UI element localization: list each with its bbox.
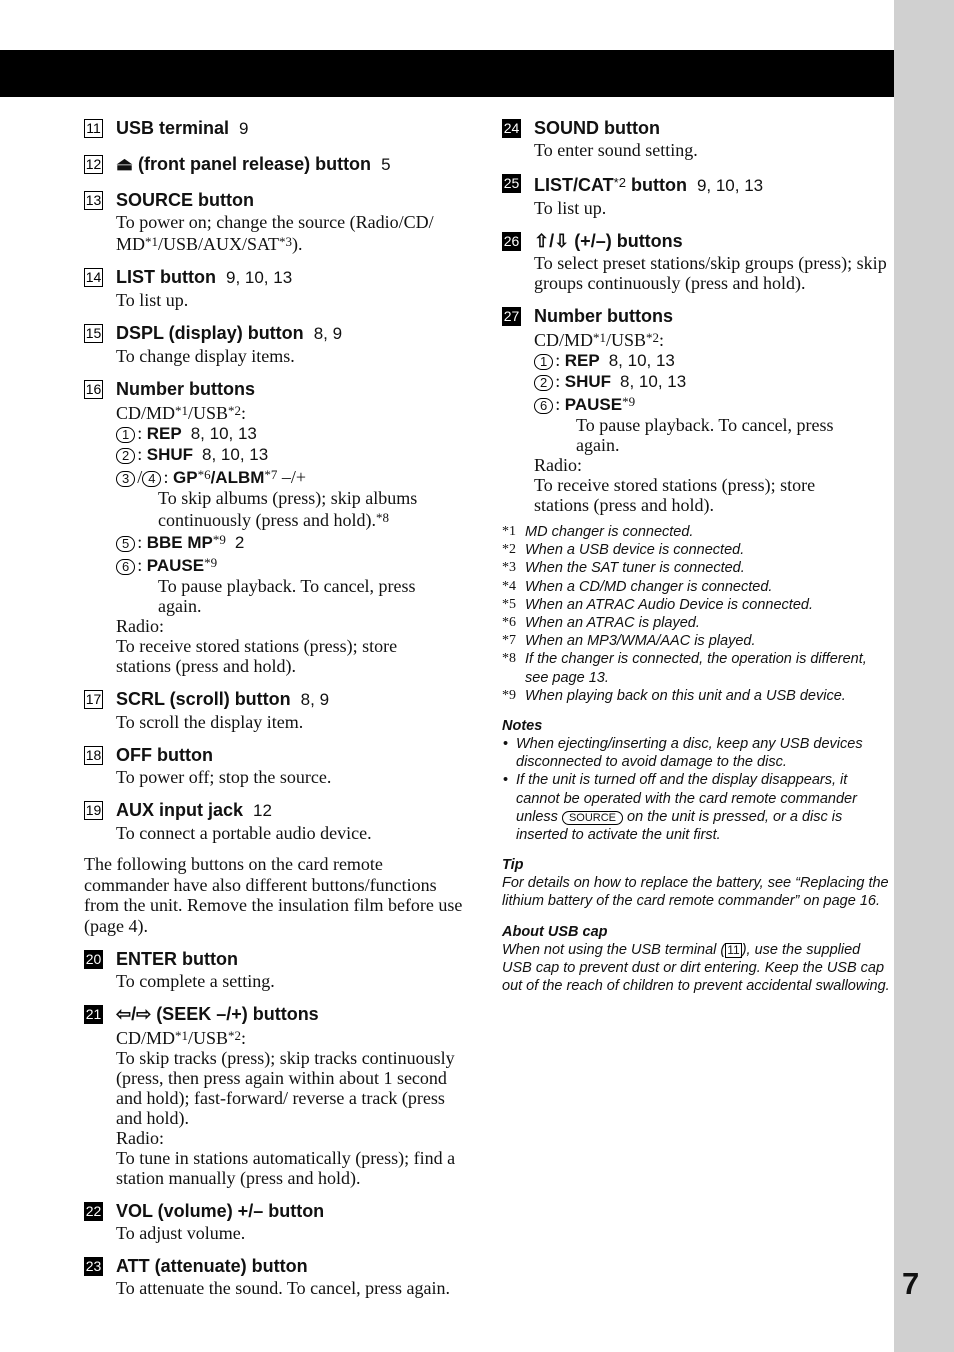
arrow-left-right-icon: ⇦/⇨ — [116, 1004, 152, 1024]
source-key-icon: SOURCE — [562, 811, 623, 825]
footnote-ref: *3 — [279, 234, 293, 249]
footnote-mark: *7 — [502, 633, 516, 649]
page-ref: 8, 10, 13 — [620, 372, 687, 391]
item-title: SOURCE button — [116, 190, 254, 210]
key-5-icon: 5 — [116, 536, 135, 552]
footnote-mark: *4 — [502, 578, 516, 594]
notes-heading: Notes — [502, 718, 543, 735]
item-desc: /USB/AUX/SAT — [158, 234, 280, 254]
item-number: 16 — [85, 381, 102, 397]
page-ref: 8, 9 — [300, 690, 330, 709]
key-6-icon: 6 — [534, 398, 553, 414]
footnote-text: When playing back on this unit and a USB device. — [525, 687, 846, 704]
func-name: BBE MP — [146, 533, 213, 552]
tip-heading: Tip — [502, 857, 524, 874]
footnote-ref: *2 — [613, 175, 626, 190]
item-number: 12 — [85, 156, 102, 172]
key-2-icon: 2 — [534, 375, 553, 391]
footnote — [502, 559, 890, 577]
item-title: VOL (volume) +/– button — [116, 1201, 325, 1221]
footnote-mark: *5 — [502, 596, 516, 612]
item-desc: To power on; change the source (Radio/CD/ — [116, 212, 434, 232]
item-number: 20 — [85, 951, 102, 967]
item-title: Number buttons — [116, 379, 255, 399]
item-front-panel-release — [84, 152, 464, 177]
eject-icon: ⏏ — [116, 154, 134, 174]
note-item: • When ejecting/inserting a disc, keep any USB devices disconnected to avoid damage to the disc. — [502, 735, 890, 771]
item-number: 24 — [503, 120, 520, 136]
item-title: SCRL (scroll) button — [116, 689, 291, 709]
footnote-text: If the changer is connected, the operation is different, see page 13. — [525, 651, 867, 686]
item-desc: To change display items. — [116, 346, 295, 366]
mode-label: : — [659, 330, 665, 350]
item-vol-button — [84, 1199, 464, 1243]
note-text: on the unit is pressed, or a disc is inserted to activate the unit first. — [516, 808, 843, 844]
footnote-text: When a USB device is connected. — [525, 542, 745, 559]
key-3-icon: 3 — [116, 471, 135, 487]
item-sound-button — [502, 116, 890, 160]
footnote-text: When an MP3/WMA/AAC is played. — [525, 633, 756, 650]
item-seek-buttons — [84, 1002, 464, 1188]
usb-cap-text — [502, 941, 890, 996]
func-desc: To receive stored stations (press); store — [116, 636, 398, 656]
footnote — [502, 596, 890, 614]
item-usb-terminal — [84, 116, 464, 141]
key-2-icon: 2 — [116, 448, 135, 464]
item-dspl-button — [84, 321, 464, 366]
item-desc: To enter sound setting. — [534, 140, 698, 160]
footnotes — [502, 523, 890, 705]
item-scrl-button — [84, 687, 464, 732]
mode-label: CD/MD — [116, 403, 176, 423]
page-ref: 12 — [253, 801, 272, 820]
func-desc: again. — [158, 596, 202, 616]
mode-label: CD/MD — [116, 1028, 176, 1048]
footnote-ref: *1 — [593, 330, 607, 345]
footnote-ref: *8 — [375, 510, 389, 525]
intro-paragraph: The following buttons on the card remote commander have also different buttons/functions from the unit. Remove the insulation film before use (page 4). — [84, 854, 463, 936]
mode-label: : — [241, 403, 247, 423]
item-title: LIST/CAT — [534, 175, 614, 195]
func-name: GP — [173, 468, 198, 487]
item-title: button — [630, 175, 687, 195]
item-source-button — [84, 188, 464, 254]
item-title: (SEEK –/+) buttons — [156, 1004, 319, 1024]
func-desc: stations (press and hold). — [116, 656, 296, 676]
footnote-ref: *2 — [228, 1028, 242, 1043]
item-off-button — [84, 743, 464, 787]
item-desc: To list up. — [116, 290, 189, 310]
page-number: 7 — [902, 1266, 920, 1301]
item-number: 17 — [85, 691, 102, 707]
func-desc: To pause playback. To cancel, press — [158, 576, 416, 596]
item-list-button — [84, 265, 464, 310]
mode-label: /USB — [188, 1028, 229, 1048]
item-desc: To attenuate the sound. To cancel, press again. — [116, 1278, 451, 1298]
func-desc: To pause playback. To cancel, press — [576, 415, 834, 435]
page-ref: 9 — [239, 119, 249, 138]
mode-label: /USB — [606, 330, 647, 350]
mode-label: /USB — [188, 403, 229, 423]
item-desc: To list up. — [534, 198, 607, 218]
footnote — [502, 632, 890, 650]
item-desc: To power off; stop the source. — [116, 767, 332, 787]
item-number: 22 — [85, 1203, 102, 1219]
item-title: USB terminal — [116, 118, 230, 138]
footnote-ref: *2 — [646, 330, 660, 345]
item-title: LIST button — [116, 267, 216, 287]
footnote-ref: *1 — [175, 1028, 189, 1043]
footnote — [502, 687, 890, 705]
func-name: PAUSE — [146, 556, 205, 575]
item-number-buttons-remote: 27 Number buttons CD/MD$^{*1}$/USB$^{*2}$: 1 : REP 8, 10, 13 2 : SHUF 8, 10, 13 6 : PAUSE$^{*9}$ To pause playback. To cancel, press again. Radio: To receive stored stations (press); store stations (press and hold). — [502, 304, 890, 515]
key-1-icon: 1 — [116, 427, 135, 443]
footnote-ref: *2 — [228, 403, 242, 418]
item-title: (front panel release) button — [138, 154, 372, 174]
item-desc: To tune in stations automatically (press); find a station manually (press and hold). — [116, 1148, 456, 1188]
key-4-icon: 4 — [142, 471, 161, 487]
page-ref: 8, 10, 13 — [190, 424, 257, 443]
mode-label: : — [241, 1028, 247, 1048]
arrow-up-down-icon: ⇧/⇩ — [534, 231, 570, 251]
item-number: 21 — [85, 1006, 102, 1022]
item-title: SOUND button — [534, 118, 660, 138]
key-6-icon: 6 — [116, 559, 135, 575]
item-enter-button — [84, 947, 464, 991]
footnote-mark: *3 — [502, 560, 516, 576]
footnote — [502, 578, 890, 596]
footnote-text: When an ATRAC is played. — [525, 615, 700, 632]
item-number: 11 — [84, 119, 103, 138]
right-column — [502, 116, 890, 995]
footnote-ref: *1 — [175, 403, 189, 418]
footnote-ref: *9 — [204, 555, 218, 570]
func-name: SHUF — [146, 445, 194, 464]
func-suffix: –/+ — [281, 467, 307, 487]
footnote-mark: *1 — [502, 524, 516, 539]
note-item — [502, 771, 890, 844]
mode-label: Radio: — [116, 616, 164, 636]
item-title: DSPL (display) button — [116, 323, 304, 343]
page-ref: 8, 9 — [313, 324, 343, 343]
footnote-ref: *6 — [197, 467, 211, 482]
func-desc: To skip albums (press); skip albums — [158, 488, 418, 508]
item-number: 15 — [85, 325, 102, 341]
page-ref: 8, 10, 13 — [608, 351, 675, 370]
page-tab-strip — [894, 0, 954, 1352]
footnote-mark: *2 — [502, 542, 516, 558]
footnote — [502, 541, 890, 559]
item-up-down-buttons — [502, 229, 890, 293]
item-number: 27 — [503, 308, 520, 324]
page-ref: 2 — [234, 533, 245, 552]
item-desc: To select preset stations/skip groups (press); skip groups continuously (press and hold). — [534, 253, 887, 293]
item-number: 19 — [85, 802, 102, 818]
footnote-text: When a CD/MD changer is connected. — [525, 578, 773, 595]
item-desc: MD — [116, 234, 146, 254]
footnote — [502, 614, 890, 632]
item-title: (+/–) buttons — [574, 231, 683, 251]
item-att-button — [84, 1254, 464, 1298]
item-number: 18 — [85, 747, 102, 763]
func-name: REP — [564, 351, 600, 370]
item-number: 13 — [85, 192, 102, 208]
mode-label: CD/MD — [534, 330, 594, 350]
item-title: OFF button — [116, 745, 213, 765]
func-name: REP — [146, 424, 182, 443]
header-bar — [0, 50, 894, 97]
item-number-buttons: 16 Number buttons CD/MD$^{*1}$/USB$^{*2}$: 1 : REP 8, 10, 13 2 : SHUF 8, 10, 13 3 / 4 : GP$^{*6}$/ALBM$^{*7}$ –/+ To skip albums (press); skip albums continuously (press and hold).$^{*8}$ 5 : BBE MP$^{*9}$ 2 6 : PAUSE$^{*9}$ To pause playback. To cancel, press again. Radio: To receive stored stations (press); store stations (press and hold). — [84, 377, 464, 676]
item-desc: To scroll the display item. — [116, 712, 304, 732]
item-desc: To skip tracks (press); skip tracks continuously (press, then press again within about 1 second and hold); fast-forward/ reverse a track (press and hold). — [116, 1048, 455, 1128]
page-ref: 8, 10, 13 — [202, 445, 269, 464]
item-desc: ). — [292, 234, 303, 254]
item-number: 23 — [85, 1258, 102, 1274]
func-desc: continuously (press and hold). — [158, 510, 376, 530]
item-number: 25 — [503, 175, 520, 191]
item-title: AUX input jack — [116, 800, 244, 820]
footnote-ref: *7 — [264, 467, 278, 482]
func-name: /ALBM — [210, 468, 265, 487]
item-aux-input — [84, 798, 464, 843]
key-1-icon: 1 — [534, 354, 553, 370]
item-title: ATT (attenuate) button — [116, 1256, 308, 1276]
item-desc: To adjust volume. — [116, 1223, 246, 1243]
footnote-mark: *8 — [502, 651, 516, 667]
item-desc: To complete a setting. — [116, 971, 275, 991]
footnote-mark: *6 — [502, 615, 516, 631]
left-column — [84, 116, 464, 1309]
usb-cap-text-part: When not using the USB terminal ( — [502, 941, 726, 958]
func-desc: To receive stored stations (press); store — [534, 475, 816, 495]
item-desc: To connect a portable audio device. — [116, 823, 372, 843]
tip-text: For details on how to replace the battery, see “Replacing the lithium battery of the card remote commander” on page 16. — [502, 875, 889, 910]
usb-cap-text-part: ), use the supplied USB cap to prevent dust or dirt entering. Keep the USB cap out of the reach of children to prevent accidental swallowing. — [502, 941, 890, 995]
item-title: Number buttons — [534, 306, 673, 326]
func-desc: again. — [576, 435, 620, 455]
footnote-text: When an ATRAC Audio Device is connected. — [525, 596, 813, 613]
footnote-ref: *9 — [212, 532, 226, 547]
footnote — [502, 523, 890, 541]
usb-cap-heading: About USB cap — [502, 923, 608, 940]
func-name: SHUF — [564, 372, 612, 391]
footnote-ref: *1 — [145, 234, 159, 249]
inline-item-number: 11 — [727, 942, 740, 957]
footnote-text: MD changer is connected. — [525, 524, 694, 540]
page-ref: 5 — [381, 155, 391, 174]
page-ref: 9, 10, 13 — [696, 176, 764, 195]
mode-label: Radio: — [116, 1128, 164, 1148]
footnote-text: When the SAT tuner is connected. — [525, 560, 745, 577]
footnote-mark: *9 — [502, 687, 516, 703]
footnote-ref: *9 — [622, 394, 636, 409]
func-name: PAUSE — [564, 395, 623, 414]
item-number: 14 — [85, 269, 102, 285]
page-ref: 9, 10, 13 — [225, 268, 293, 287]
mode-label: Radio: — [534, 455, 582, 475]
note-text: If the unit is turned off and the display disappears, it cannot be operated with the card remote commander unless — [516, 772, 857, 825]
item-title: ENTER button — [116, 949, 238, 969]
func-desc: stations (press and hold). — [534, 495, 714, 515]
item-number: 26 — [503, 233, 520, 249]
footnote — [502, 650, 890, 686]
item-list-cat-button — [502, 171, 890, 218]
